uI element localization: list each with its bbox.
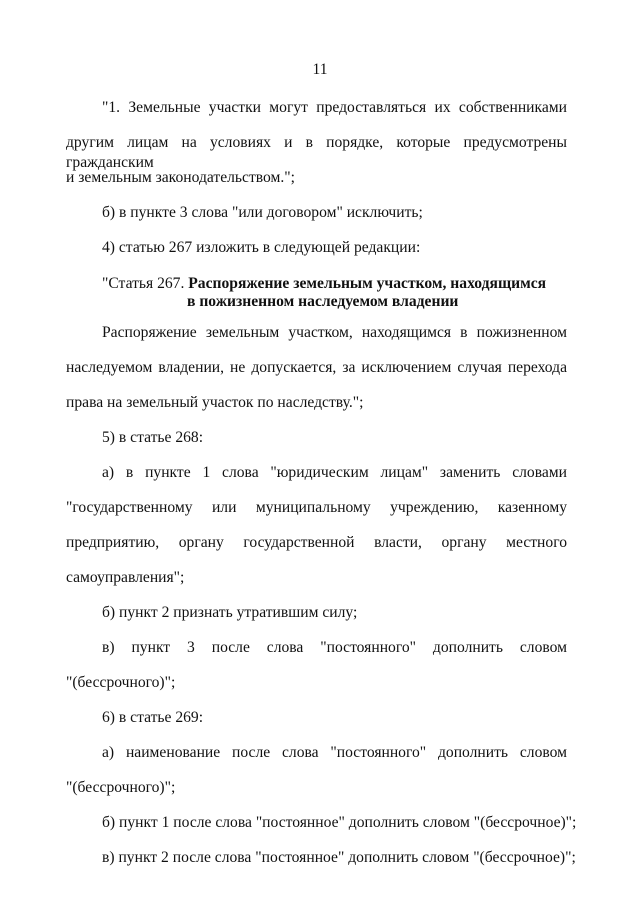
text-line: права на земельный участок по наследству.";: [66, 394, 364, 411]
text-line: а) наименование после слова "постоянного" дополнить словом: [102, 744, 567, 761]
text-line: Распоряжение земельным участком, находящимся в пожизненном: [102, 324, 567, 341]
text-line: 6) в статье 269:: [102, 709, 204, 726]
text-line: 5) в статье 268:: [102, 429, 204, 446]
text-line: б) пункт 1 после слова "постоянное" дополнить словом "(бессрочное)";: [102, 814, 577, 831]
text-line: предприятию, органу государственной власти, органу местного: [66, 534, 567, 551]
text-line: в) пункт 3 после слова "постоянного" дополнить словом: [102, 639, 567, 656]
text-line: "(бессрочного)";: [66, 674, 176, 691]
text-line: наследуемом владении, не допускается, за исключением случая перехода: [66, 359, 567, 376]
text-line: б) пункт 2 признать утратившим силу;: [102, 604, 358, 621]
article-title-line2: в пожизненном наследуемом владении: [187, 293, 459, 310]
text-line: "(бессрочного)";: [66, 779, 176, 796]
text-line: 4) статью 267 изложить в следующей редакции:: [102, 239, 421, 256]
text-line: б) в пункте 3 слова "или договором" исключить;: [102, 204, 423, 221]
text-line: и земельным законодательством.";: [66, 169, 295, 186]
text-line: самоуправления";: [66, 569, 185, 586]
text-line: другим лицам на условиях и в порядке, которые предусмотрены гражданским: [66, 134, 567, 171]
text-line: "государственному или муниципальному учреждению, казенному: [66, 499, 567, 516]
article-heading: [102, 274, 546, 294]
text-line: "1. Земельные участки могут предоставляться их собственниками: [102, 99, 567, 116]
text-line: а) в пункте 1 слова "юридическим лицам" заменить словами: [102, 464, 567, 481]
page-number: 11: [312, 61, 328, 78]
article-prefix: "Статья 267.: [102, 275, 189, 292]
article-title-line1: Распоряжение земельным участком, находящимся: [188, 275, 547, 292]
text-line: в) пункт 2 после слова "постоянное" дополнить словом "(бессрочное)";: [102, 849, 576, 866]
